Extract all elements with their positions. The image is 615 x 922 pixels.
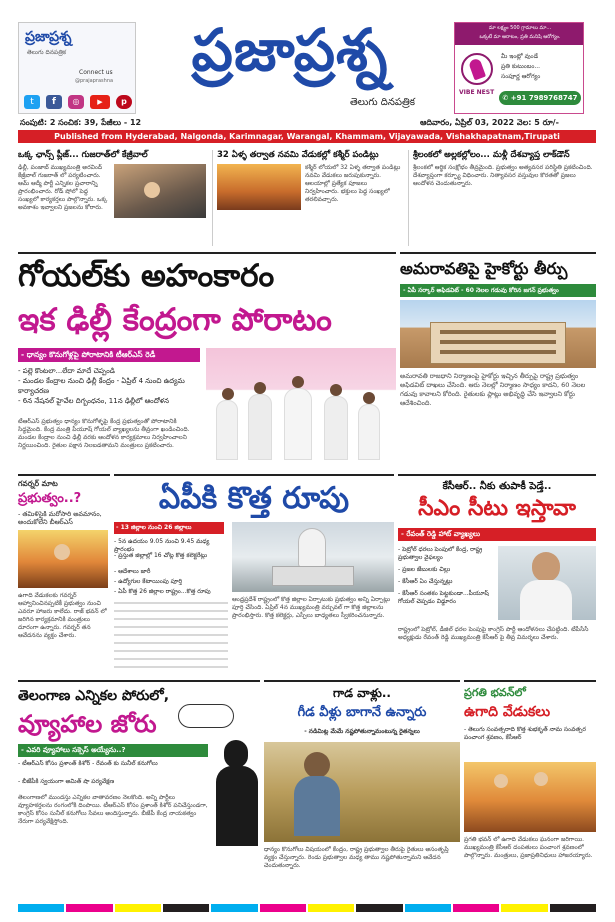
- masthead: [0, 0, 615, 150]
- small-logo-title: ప్రజాప్రశ్న: [25, 29, 72, 45]
- amaravati-headline: అమరావతిపై హైకోర్టు తీర్పు: [400, 259, 568, 278]
- amaravati-photo: [400, 300, 596, 368]
- revanth-bullet-3: - కేసీఆర్ ఏం చేస్తున్నట్లు: [398, 578, 453, 585]
- farmers-kicker: గాడ వాళ్లు..: [333, 686, 391, 700]
- ap-body: ఆంధ్రప్రదేశ్ రాష్ట్రంలో కొత్త జిల్లాల ఏర్పాటుకు ప్రభుత్వం అన్ని ఏర్పాట్లు పూర్తి చేసింది. ఏప్రిల్ 4న ముఖ్యమంత్రి వర్చువల్ గా కొత్త జిల్లాలను ప్రారంభిస్తారు. కొత్త కలెక్టర్లు, ఎస్పీలు బాధ్యతలు స్వీకరించనున్నారు.: [232, 596, 391, 619]
- youtube-icon[interactable]: ▶: [90, 95, 110, 109]
- farmers-story[interactable]: [264, 680, 460, 898]
- revanth-bullet-4: - కేసీఆర్ సంతకం పెట్టకుండా...పీయూష్ గోయల్ చెప్పడం విడ్డూరం: [398, 590, 489, 605]
- ap-bullet-1: - 5న ఉదయం 9.05 నుంచి 9.45 మధ్య ప్రారంభం: [114, 538, 210, 553]
- thought-bubble-icon: [178, 704, 234, 728]
- ad-phone-number: +91 7989768747: [510, 94, 578, 102]
- elections-bullet-2: - బీజేపీకి స్వయంగా అమిత్ షా పర్యవేక్షణ: [18, 778, 115, 785]
- farmers-headline: గీడ వీళ్లు బాగానే ఉన్నారు: [297, 705, 427, 720]
- ugadi-story[interactable]: [464, 680, 596, 898]
- main-title: ప్రజాప్రశ్న: [191, 16, 389, 84]
- ap-bullet-5: - ఏపీ కొత్త 26 జిల్లాల రాష్ట్రం...కొత్త రూపు: [114, 588, 211, 595]
- governor-headline: ప్రభుత్వం..?: [18, 491, 82, 506]
- top-story-2[interactable]: [212, 150, 402, 246]
- top-story-3[interactable]: [408, 150, 596, 246]
- elections-headline-2: వ్యూహాల జోరు: [18, 710, 157, 738]
- revanth-photo: [498, 546, 596, 620]
- published-bar: Published from Hyderabad, Nalgonda, Karimnagar, Warangal, Khammam, Vijayawada, Vishakhapatnam,Tirupati: [18, 130, 596, 143]
- masthead-subtitle: తెలుగు దినపత్రిక: [350, 97, 416, 108]
- ap-bullet-3: - ఆదేశాలు జారీ: [114, 568, 151, 575]
- lead-story[interactable]: [18, 252, 396, 468]
- ad-tagline-2: ప్రతి కుటుంబం...: [501, 63, 541, 70]
- revanth-sub-bar: - రేవంత్ రెడ్డి హాట్ వ్యాఖ్యలు: [398, 528, 596, 541]
- phone-icon: ✆: [502, 94, 511, 102]
- ap-bullet-4: - ఉద్యోగుల కేటాయింపు పూర్తి: [114, 578, 183, 585]
- ap-photo: [232, 522, 394, 592]
- lead-headline-1: గోయల్‌కు అహంకారం: [18, 258, 275, 294]
- pinterest-icon[interactable]: p: [116, 95, 132, 109]
- lead-sub-bar: - ధాన్యం కొనుగోళ్లపై పోరాటానికి టీఆర్ఎస్ రెడీ: [18, 348, 200, 362]
- issue-line: సంపుటి: 2 సంచిక: 39, పేజీలు - 12: [20, 118, 142, 127]
- governor-photo: [18, 530, 108, 588]
- silhouette-icon: [214, 740, 260, 846]
- ap-sub-bar: - 13 జిల్లాల నుంచి 26 జిల్లాలు: [114, 522, 224, 534]
- revanth-kicker: కేసీఆర్.. నీకు తుపాకీ పెడ్తే..: [442, 481, 552, 492]
- elections-body: తెలంగాణలో ముందస్తు ఎన్నికల వాతావరణం నెలకొంది. అన్ని పార్టీలు వ్యూహకర్తలను రంగంలోకి దింపాయి. టీఆర్ఎస్ కోసం ప్రశాంత్ కిశోర్ పనిచేస్తుండగా, కాంగ్రెస్ కోసం సునీల్ కనుగోలు సేవలు అందిస్తున్నారు. బీజేపీ కేంద్ర నాయకత్వం నేరుగా పర్యవేక్షిస్తోంది.: [18, 794, 208, 825]
- lead-bullet-2: - మండల కేంద్రాల నుంచి ఢిల్లీ కేంద్రం - ఏప్రిల్ 4 నుంచి ఉద్యమ కార్యాచరణ: [18, 377, 185, 395]
- ugadi-bullet: - తెలుగు సంవత్సరాది కొత్త శుభకృత్ నామ సంవత్సర పంచాంగ శ్రవణం, కేసీఆర్: [464, 726, 586, 741]
- elections-bullet-1: - టీఆర్ఎస్ కోసం ప్రశాంత్ కిశోర్ - రేవంత్ కు సునీల్ కనుగోలు: [18, 760, 158, 767]
- top-story-2-body: కశ్మీర్ లోయలో 32 ఏళ్ళ తర్వాత పండిట్లు నవమి వేడుకలు జరుపుకున్నారు. ఆలయాల్లో ప్రత్యేక పూజలు నిర్వహించారు. భక్తులు పెద్ద సంఖ్యలో తరలివచ్చారు.: [305, 164, 401, 203]
- connect-label: Connect us: [79, 69, 113, 76]
- ap-body-left: [114, 602, 228, 672]
- top-story-3-body: శ్రీలంకలో ఆర్థిక సంక్షోభం తీవ్రమైంది. ప్రభుత్వం అత్యవసర పరిస్థితి ప్రకటించింది. దేశవ్యాప్తంగా కర్ఫ్యూ విధించారు. నిత్యావసర వస్తువుల కొరతతో ప్రజలు ఆందోళన చెందుతున్నారు.: [413, 164, 593, 187]
- ap-bullet-2: - ప్రస్తుత జిల్లాల్లో 16 చోట్ల కొత్త కలెక్టరేట్లు: [114, 552, 208, 559]
- ap-headline: ఏపీకి కొత్త రూపు: [158, 481, 350, 516]
- revanth-bullet-2: - ప్రజల జేబులకు చిల్లు: [398, 566, 451, 573]
- governor-story[interactable]: [18, 474, 110, 674]
- ad-phone[interactable]: [499, 91, 581, 105]
- revanth-story[interactable]: [398, 474, 596, 674]
- small-logo-box: [18, 22, 136, 114]
- ap-story[interactable]: [114, 474, 394, 674]
- ad-tagline-1: మీ ఇంట్లో వుండే: [501, 53, 539, 60]
- top-story-1-headline: ఒక్క ఛాన్స్ ప్లీజ్... గుజరాత్‌లో కేజ్రీవాల్: [18, 150, 148, 160]
- revanth-bullet-1: - పెట్రోల్ ధరలు పెంపులో కేంద్ర, రాష్ట్ర ప్రభుత్వాల వైఫల్యం: [398, 546, 483, 561]
- ugadi-headline: ఉగాది వేడుకలు: [464, 704, 551, 720]
- amaravati-sub-bar: - ఏపీ సర్కార్ అఫిడవిట్ - 60 నెలల గడువు కోరిన జగన్ ప్రభుత్వం: [400, 284, 596, 297]
- lead-photo: [206, 348, 396, 466]
- ad-top-text-2: ఒక్కటే మా ఆరాటం, ప్రతి మనిషి ఆరోగ్యం.: [479, 34, 561, 40]
- lead-bullet-1: - పల్లె కొంటలా...లేదా మాదే చెప్పండి: [18, 367, 115, 375]
- top-story-1[interactable]: [18, 150, 206, 246]
- ugadi-photo: [464, 762, 596, 832]
- top-story-1-photo: [114, 164, 206, 218]
- ad-brand-logo: [461, 53, 493, 85]
- governor-body: ఉగాది వేడుకలకు గవర్నర్ ఆహ్వానించినప్పటికీ ప్రభుత్వం నుంచి ఎవరూ హాజరు కాలేదు. రాజ్ భవన్ లో జరిగిన కార్యక్రమానికి మంత్రులు దూరంగా ఉన్నారు. గవర్నర్ తన ఆవేదనను వ్యక్తం చేశారు.: [18, 592, 107, 639]
- governor-label: గవర్నర్ మాట: [18, 479, 58, 488]
- amaravati-story[interactable]: [400, 252, 596, 468]
- facebook-icon[interactable]: f: [46, 95, 62, 109]
- top-story-2-photo: [217, 164, 301, 210]
- ad-tagline-3: సంపూర్ణ ఆరోగ్యం: [501, 73, 541, 80]
- date-line: ఆదివారం, ఏప్రిల్ 03, 2022 వెల: 5 రూ/-: [420, 118, 559, 127]
- governor-bullet: - తమిళిసైకి మరోసారి అవమానం, అందుకోలేని బీఆర్ఎస్: [18, 510, 102, 526]
- lead-bullet-3: - 6న నేషనల్ హైవేల దిగ్బంధనం, 11న ఢిల్లీలో ఆందోళన: [18, 397, 169, 405]
- elections-story[interactable]: [18, 680, 260, 898]
- handle-text: @prajaprashna: [75, 78, 114, 84]
- revanth-body: రాష్ట్రంలో పెట్రోల్, డీజిల్ ధరల పెంపుపై కాంగ్రెస్ పార్టీ ఆందోళనలు చేపట్టింది. టీపీసీసీ అధ్యక్షుడు రేవంత్ రెడ్డి ముఖ్యమంత్రి కేసీఆర్ పై తీవ్ర విమర్శలు చేశారు.: [398, 626, 589, 641]
- ugadi-kicker: ప్రగతి భవన్‌లో: [464, 686, 526, 699]
- top-story-1-body: ఢిల్లీ, పంజాబ్ ముఖ్యమంత్రి అరవింద్ కేజ్రీవాల్ గుజరాత్ లో పర్యటించారు. ఆమ్ ఆద్మీ పార్టీ ఎన్నికల ప్రచారాన్ని ప్రారంభించారు. రోడ్ షోలో పెద్ద సంఖ్యలో కార్యకర్తలు పాల్గొన్నారు. ఒక్క అవకాశం ఇవ్వాలని ప్రజలను కోరారు.: [18, 164, 108, 211]
- elections-headline-1: తెలంగాణ ఎన్నికల పోరులో,: [18, 688, 170, 704]
- twitter-icon[interactable]: t: [24, 95, 40, 109]
- revanth-headline: సీఎం సీటు ఇస్తావా: [418, 496, 576, 521]
- ad-brand: VIBE NEST: [459, 89, 495, 96]
- small-logo-sub: తెలుగు దినపత్రిక: [27, 49, 67, 56]
- farmers-photo: [264, 742, 460, 842]
- ugadi-body: ప్రగతి భవన్ లో ఉగాది వేడుకలు ఘనంగా జరిగాయి. ముఖ్యమంత్రి కేసీఆర్ దంపతులు పంచాంగ శ్రవణంలో పాల్గొన్నారు. మంత్రులు, ప్రజాప్రతినిధులు హాజరయ్యారు.: [464, 836, 593, 859]
- lead-headline-2: ఇక ఢిల్లీ కేంద్రంగా పోరాటం: [18, 302, 332, 338]
- ad-box[interactable]: [454, 22, 584, 114]
- elections-sub-bar: - ఎవరి వ్యూహాలు సక్సెస్ అయ్యేను..?: [18, 744, 208, 757]
- top-story-2-headline: 32 ఏళ్ళ తర్వాత నవమి వేడుకల్లో కశ్మీర్ పండిట్లు: [217, 150, 379, 160]
- top-story-3-headline: శ్రీలంకలో అల్లకల్లోలం... మళ్లీ దేశవ్యాప్త లాక్‌డౌన్: [413, 150, 570, 160]
- farmers-body: ధాన్యం కొనుగోలు విషయంలో కేంద్రం, రాష్ట్ర ప్రభుత్వాల తీరుపై రైతులు అసంతృప్తి వ్యక్తం చేస్తున్నారు. రెండు ప్రభుత్వాల మధ్య తాము నష్టపోతున్నామని ఆవేదన చెందుతున్నారు.: [264, 846, 449, 869]
- amaravati-body: అమరావతి రాజధాని నిర్మాణంపై హైకోర్టు ఇచ్చిన తీర్పుపై రాష్ట్ర ప్రభుత్వం అఫిడవిట్ దాఖలు చేసింది. ఆరు నెలల్లో నిర్మాణం సాధ్యం కాదని, 60 నెలల గడువు కావాలని కోరింది. రైతులకు ప్లాట్లు అభివృద్ధి చేసి ఇవ్వాలని కోర్టు ఆదేశించింది.: [400, 372, 586, 407]
- lead-body: టీఆర్ఎస్ ప్రభుత్వం ధాన్యం కొనుగోళ్ళపై కేంద్ర ప్రభుత్వంతో పోరాటానికి సిద్ధమైంది. కేంద్ర మంత్రి పీయూష్ గోయల్ వ్యాఖ్యలను తీవ్రంగా ఖండించింది. మండల కేంద్రాల నుంచి ఢిల్లీ వరకు ఆందోళన కార్యక్రమాలు నిర్వహించాలని నిర్ణయించింది. రైతుల పక్షాన నిలబడతామని మంత్రులు ప్రకటించారు.: [18, 418, 190, 449]
- ad-top-text: మా లక్ష్యం 500 గ్రామాలు మా...: [488, 25, 552, 31]
- farmers-sub-bar: - నడిమిట్ల మేమే నష్టపోతున్నామంటున్న రైతన్నలు: [304, 728, 420, 735]
- registration-strip: [18, 904, 596, 912]
- instagram-icon[interactable]: ◎: [68, 95, 84, 109]
